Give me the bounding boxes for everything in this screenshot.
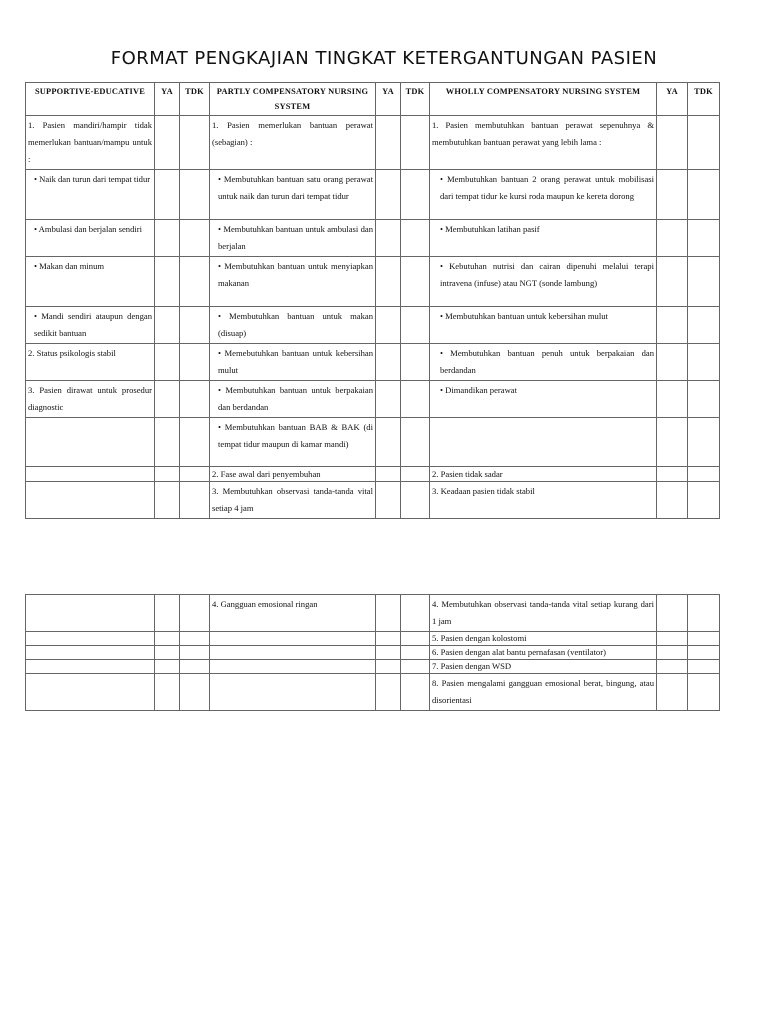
ya-checkbox-cell[interactable] [657, 418, 688, 467]
partly-cell: • Membutuhkan bantuan untuk ambulasi dan berjalan [210, 220, 376, 257]
partly-cell: 2. Fase awal dari penyembuhan [210, 467, 376, 482]
partly-cell: 4. Gangguan emosional ringan [210, 595, 376, 632]
partly-cell [210, 646, 376, 660]
page-title: FORMAT PENGKAJIAN TINGKAT KETERGANTUNGAN PASIEN [110, 48, 658, 69]
wholly-cell: • Membutuhkan bantuan penuh untuk berpakaian dan berdandan [430, 344, 657, 381]
tdk-checkbox-cell[interactable] [688, 632, 720, 646]
ya-checkbox-cell[interactable] [376, 467, 401, 482]
ya-checkbox-cell[interactable] [155, 467, 180, 482]
tdk-checkbox-cell[interactable] [688, 660, 720, 674]
tdk-checkbox-cell[interactable] [401, 418, 430, 467]
tdk-checkbox-cell[interactable] [401, 381, 430, 418]
ya-checkbox-cell[interactable] [376, 220, 401, 257]
supportive-cell [26, 418, 155, 467]
tdk-checkbox-cell[interactable] [401, 595, 430, 632]
tdk-checkbox-cell[interactable] [180, 674, 210, 711]
wholly-cell: • Dimandikan perawat [430, 381, 657, 418]
ya-checkbox-cell[interactable] [376, 257, 401, 307]
header-supportive-educative: SUPPORTIVE-EDUCATIVE [26, 83, 155, 116]
tdk-checkbox-cell[interactable] [401, 632, 430, 646]
tdk-checkbox-cell[interactable] [401, 646, 430, 660]
header-wholly-compensatory: WHOLLY COMPENSATORY NURSING SYSTEM [430, 83, 657, 116]
tdk-checkbox-cell[interactable] [180, 646, 210, 660]
supportive-cell: 2. Status psikologis stabil [26, 344, 155, 381]
tdk-checkbox-cell[interactable] [688, 257, 720, 307]
ya-checkbox-cell[interactable] [155, 170, 180, 220]
ya-checkbox-cell[interactable] [155, 646, 180, 660]
partly-cell: • Membutuhkan bantuan BAB & BAK (di tempat tidur maupun di kamar mandi) [210, 418, 376, 467]
assessment-table-continued [25, 594, 720, 711]
wholly-cell: 4. Membutuhkan observasi tanda-tanda vital setiap kurang dari 1 jam [430, 595, 657, 632]
table-row [26, 344, 720, 381]
header-tdk: TDK [401, 83, 430, 116]
tdk-checkbox-cell[interactable] [688, 418, 720, 467]
wholly-cell: 6. Pasien dengan alat bantu pernafasan (ventilator) [430, 646, 657, 660]
wholly-cell [430, 418, 657, 467]
tdk-checkbox-cell[interactable] [688, 220, 720, 257]
table-row [26, 116, 720, 170]
wholly-cell: 8. Pasien mengalami gangguan emosional berat, bingung, atau disorientasi [430, 674, 657, 711]
tdk-checkbox-cell[interactable] [180, 170, 210, 220]
header-tdk: TDK [688, 83, 720, 116]
ya-checkbox-cell[interactable] [657, 595, 688, 632]
tdk-checkbox-cell[interactable] [688, 646, 720, 660]
tdk-checkbox-cell[interactable] [401, 307, 430, 344]
table-row [26, 418, 720, 467]
supportive-cell: • Naik dan turun dari tempat tidur [26, 170, 155, 220]
supportive-cell: 1. Pasien mandiri/hampir tidak memerlukan bantuan/mampu untuk : [26, 116, 155, 170]
ya-checkbox-cell[interactable] [155, 116, 180, 170]
ya-checkbox-cell[interactable] [155, 344, 180, 381]
tdk-checkbox-cell[interactable] [401, 660, 430, 674]
wholly-cell: 1. Pasien membutuhkan bantuan perawat sepenuhnya & membutuhkan bantuan perawat yang lebih lama : [430, 116, 657, 170]
tdk-checkbox-cell[interactable] [401, 344, 430, 381]
ya-checkbox-cell[interactable] [657, 307, 688, 344]
ya-checkbox-cell[interactable] [155, 674, 180, 711]
header-ya: YA [155, 83, 180, 116]
supportive-cell [26, 467, 155, 482]
table-row [26, 257, 720, 307]
ya-checkbox-cell[interactable] [376, 660, 401, 674]
wholly-cell: 5. Pasien dengan kolostomi [430, 632, 657, 646]
tdk-checkbox-cell[interactable] [180, 257, 210, 307]
ya-checkbox-cell[interactable] [376, 674, 401, 711]
table-row [26, 595, 720, 632]
tdk-checkbox-cell[interactable] [180, 307, 210, 344]
partly-cell [210, 660, 376, 674]
ya-checkbox-cell[interactable] [657, 116, 688, 170]
tdk-checkbox-cell[interactable] [688, 595, 720, 632]
wholly-cell: • Membutuhkan latihan pasif [430, 220, 657, 257]
ya-checkbox-cell[interactable] [376, 646, 401, 660]
supportive-cell [26, 660, 155, 674]
table-row [26, 660, 720, 674]
assessment-table [25, 82, 720, 519]
ya-checkbox-cell[interactable] [155, 418, 180, 467]
table-row [26, 170, 720, 220]
tdk-checkbox-cell[interactable] [180, 660, 210, 674]
ya-checkbox-cell[interactable] [376, 595, 401, 632]
tdk-checkbox-cell[interactable] [688, 674, 720, 711]
wholly-cell: 7. Pasien dengan WSD [430, 660, 657, 674]
tdk-checkbox-cell[interactable] [180, 632, 210, 646]
tdk-checkbox-cell[interactable] [688, 482, 720, 519]
ya-checkbox-cell[interactable] [376, 482, 401, 519]
wholly-cell: • Kebutuhan nutrisi dan cairan dipenuhi melalui terapi intravena (infuse) atau NGT (sonde lambung) [430, 257, 657, 307]
ya-checkbox-cell[interactable] [657, 257, 688, 307]
tdk-checkbox-cell[interactable] [180, 116, 210, 170]
ya-checkbox-cell[interactable] [657, 220, 688, 257]
ya-checkbox-cell[interactable] [155, 257, 180, 307]
tdk-checkbox-cell[interactable] [401, 170, 430, 220]
tdk-checkbox-cell[interactable] [688, 344, 720, 381]
partly-cell: 1. Pasien memerlukan bantuan perawat (sebagian) : [210, 116, 376, 170]
partly-cell [210, 632, 376, 646]
table-row [26, 646, 720, 660]
ya-checkbox-cell[interactable] [657, 170, 688, 220]
wholly-cell: 2. Pasien tidak sadar [430, 467, 657, 482]
ya-checkbox-cell[interactable] [376, 344, 401, 381]
supportive-cell: • Mandi sendiri ataupun dengan sedikit bantuan [26, 307, 155, 344]
ya-checkbox-cell[interactable] [657, 660, 688, 674]
header-ya: YA [376, 83, 401, 116]
supportive-cell: • Makan dan minum [26, 257, 155, 307]
ya-checkbox-cell[interactable] [155, 381, 180, 418]
ya-checkbox-cell[interactable] [376, 307, 401, 344]
ya-checkbox-cell[interactable] [657, 482, 688, 519]
partly-cell: 3. Membutuhkan observasi tanda-tanda vital setiap 4 jam [210, 482, 376, 519]
ya-checkbox-cell[interactable] [657, 344, 688, 381]
tdk-checkbox-cell[interactable] [688, 381, 720, 418]
wholly-cell: • Membutuhkan bantuan 2 orang perawat untuk mobilisasi dari tempat tidur ke kursi roda maupun ke kereta dorong [430, 170, 657, 220]
table-row [26, 482, 720, 519]
partly-cell [210, 674, 376, 711]
partly-cell: • Memebutuhkan bantuan untuk kebersihan mulut [210, 344, 376, 381]
supportive-cell [26, 595, 155, 632]
ya-checkbox-cell[interactable] [376, 116, 401, 170]
supportive-cell [26, 632, 155, 646]
table-row [26, 307, 720, 344]
supportive-cell: 3. Pasien dirawat untuk prosedur diagnostic [26, 381, 155, 418]
ya-checkbox-cell[interactable] [657, 381, 688, 418]
tdk-checkbox-cell[interactable] [401, 220, 430, 257]
ya-checkbox-cell[interactable] [657, 467, 688, 482]
tdk-checkbox-cell[interactable] [180, 381, 210, 418]
tdk-checkbox-cell[interactable] [401, 257, 430, 307]
wholly-cell: • Membutuhkan bantuan untuk kebersihan mulut [430, 307, 657, 344]
tdk-checkbox-cell[interactable] [688, 307, 720, 344]
tdk-checkbox-cell[interactable] [180, 482, 210, 519]
tdk-checkbox-cell[interactable] [180, 467, 210, 482]
ya-checkbox-cell[interactable] [155, 595, 180, 632]
partly-cell: • Membutuhkan bantuan untuk menyiapkan makanan [210, 257, 376, 307]
partly-cell: • Membutuhkan bantuan satu orang perawat untuk naik dan turun dari tempat tidur [210, 170, 376, 220]
ya-checkbox-cell[interactable] [376, 381, 401, 418]
tdk-checkbox-cell[interactable] [401, 116, 430, 170]
header-ya: YA [657, 83, 688, 116]
ya-checkbox-cell[interactable] [657, 674, 688, 711]
tdk-checkbox-cell[interactable] [180, 595, 210, 632]
partly-cell: • Membutuhkan bantuan untuk makan (disuap) [210, 307, 376, 344]
tdk-checkbox-cell[interactable] [688, 116, 720, 170]
ya-checkbox-cell[interactable] [657, 632, 688, 646]
ya-checkbox-cell[interactable] [155, 482, 180, 519]
wholly-cell: 3. Keadaan pasien tidak stabil [430, 482, 657, 519]
tdk-checkbox-cell[interactable] [401, 482, 430, 519]
table-row [26, 467, 720, 482]
ya-checkbox-cell[interactable] [376, 418, 401, 467]
ya-checkbox-cell[interactable] [376, 170, 401, 220]
supportive-cell [26, 482, 155, 519]
header-partly-compensatory: PARTLY COMPENSATORY NURSING SYSTEM [210, 83, 376, 116]
tdk-checkbox-cell[interactable] [180, 344, 210, 381]
tdk-checkbox-cell[interactable] [688, 467, 720, 482]
supportive-cell [26, 646, 155, 660]
ya-checkbox-cell[interactable] [155, 307, 180, 344]
supportive-cell: • Ambulasi dan berjalan sendiri [26, 220, 155, 257]
ya-checkbox-cell[interactable] [155, 632, 180, 646]
table-row [26, 220, 720, 257]
partly-cell: • Membutuhkan bantuan untuk berpakaian dan berdandan [210, 381, 376, 418]
header-tdk: TDK [180, 83, 210, 116]
ya-checkbox-cell[interactable] [657, 646, 688, 660]
tdk-checkbox-cell[interactable] [688, 170, 720, 220]
tdk-checkbox-cell[interactable] [401, 467, 430, 482]
table-row [26, 632, 720, 646]
ya-checkbox-cell[interactable] [155, 220, 180, 257]
tdk-checkbox-cell[interactable] [180, 220, 210, 257]
supportive-cell [26, 674, 155, 711]
tdk-checkbox-cell[interactable] [180, 418, 210, 467]
ya-checkbox-cell[interactable] [155, 660, 180, 674]
table-row [26, 674, 720, 711]
ya-checkbox-cell[interactable] [376, 632, 401, 646]
table-row [26, 381, 720, 418]
tdk-checkbox-cell[interactable] [401, 674, 430, 711]
